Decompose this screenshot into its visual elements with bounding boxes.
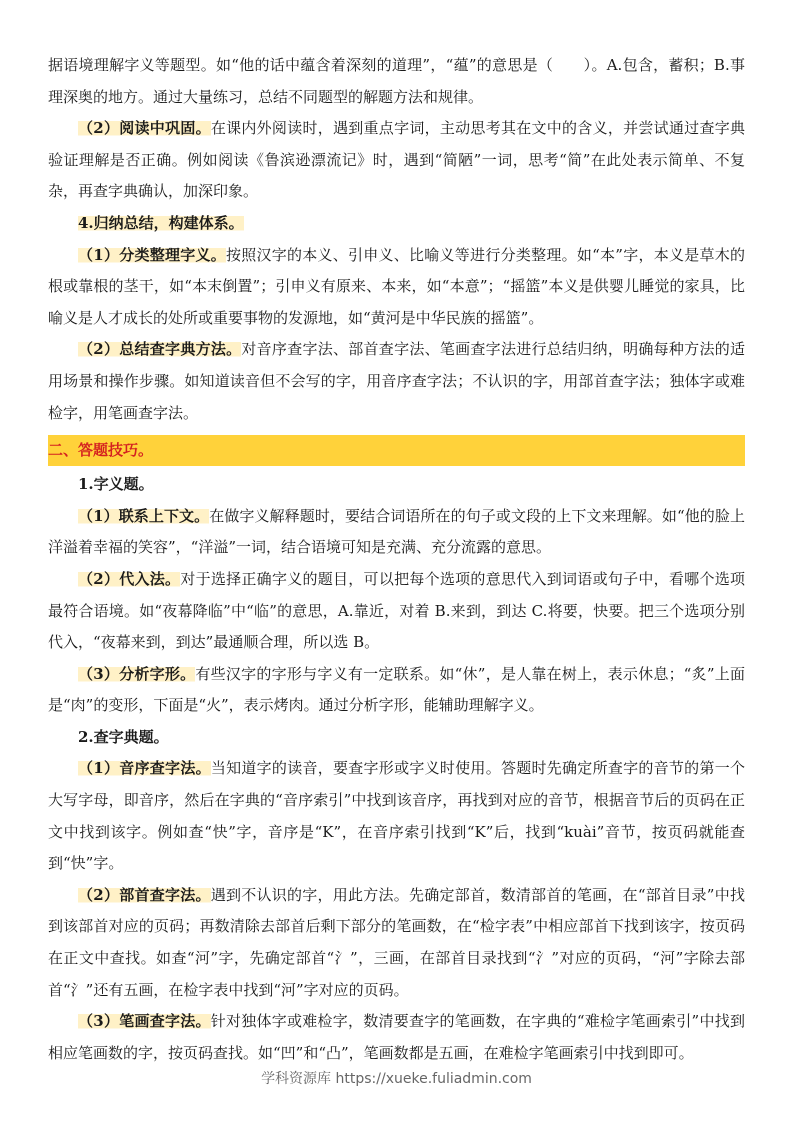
paragraph (48, 113, 745, 208)
heading-2: 2.查字典题。 (78, 727, 169, 746)
heading-text: 4.归纳总结，构建体系。 (78, 213, 244, 232)
page-footer: 学科资源库 https://xueke.fuliadmin.com (261, 1071, 532, 1087)
subheading-label: （1）音序查字法。 (78, 759, 211, 778)
subheading-label: （2）代入法。 (78, 569, 181, 588)
paragraph (48, 659, 745, 722)
paragraph-text: 对音序查字法、部首查字法、笔画查字法进行总结归纳，明确每种方法的适用场景和操作步骤。如知道读音但不会写的字，用音序查字法；不认识的字，用部首查字法；独体字或难检字，用笔画查字法。 (48, 340, 745, 422)
paragraph (48, 564, 745, 659)
paragraph-text: 在课内外阅读时，遇到重点字词，主动思考其在文中的含义，并尝试通过查字典验证理解是否正确。例如阅读《鲁滨逊漂流记》时，遇到“简陋”一词，思考“简”在此处表示简单、不复杂，再查字典确认，加深印象。 (48, 119, 745, 201)
paragraph-text: 遇到不认识的字，用此方法。先确定部首，数清部首的笔画，在“部首目录”中找到该部首对应的页码；再数清除去部首后剩下部分的笔画数，在“检字表”中相应部首下找到该字，按页码在正文中查找。如查“河”字，先确定部首“氵”，三画，在部首目录找到“氵”对应的页码，“河”字除去部首“氵”还有五画，在检字表中找到“河”字对应的页码。 (48, 885, 745, 999)
paragraph-text: 有些汉字的字形与字义有一定联系。如“休”，是人靠在树上，表示休息；“炙”上面是“肉”的变形，下面是“火”，表示烤肉。通过分析字形，能辅助理解字义。 (48, 664, 745, 715)
subheading-label: （1）分类整理字义。 (78, 245, 226, 264)
subheading-label: （1）联系上下文。 (78, 506, 210, 525)
heading-1: 1.字义题。 (78, 475, 154, 494)
subheading-label: （2）部首查字法。 (78, 885, 211, 904)
document-body (48, 50, 745, 1069)
paragraph-text: 按照汉字的本义、引申义、比喻义等进行分类整理。如“本”字，本义是草木的根或靠根的茎干，如“本末倒置”；引申义有原来、本来，如“本意”；“摇篮”本义是供婴儿睡觉的家具，比喻义是人才成长的处所或重要事物的发源地，如“黄河是中华民族的摇篮”。 (48, 245, 745, 327)
paragraph (48, 880, 745, 1006)
paragraph-text: 针对独体字或难检字，数清要查字的笔画数，在字典的“难检字笔画索引”中找到相应笔画数的字，按页码查找。如“凹”和“凸”，笔画数都是五画，在难检字笔画索引中找到即可。 (48, 1012, 745, 1062)
section-heading: 二、答题技巧。 (48, 435, 745, 466)
paragraph (48, 753, 745, 879)
subheading-label: （3）笔画查字法。 (78, 1012, 211, 1031)
paragraph (48, 240, 745, 335)
paragraph (48, 501, 745, 564)
paragraph-text: 当知道字的读音，要查字形或字义时使用。答题时先确定所查字的音节的第一个大写字母，即音序，然后在字典的“音序索引”中找到该音序，再找到对应的音节，根据音节后的页码在正文中找到该字。例如查“快”字，音序是“K”，在音序索引找到“K”后，找到“kuài”音节，按页码就能查到“快”字。 (48, 759, 745, 873)
paragraph-text: 对于选择正确字义的题目，可以把每个选项的意思代入到词语或句子中，看哪个选项最符合语境。如“夜幕降临”中“临”的意思，A.靠近，对着 B.来到，到达 C.将要，快要。把三个选项分别代入，“夜幕来到，到达”最通顺合理，所以选 B。 (48, 569, 745, 652)
paragraph (48, 1006, 745, 1069)
paragraph-text: 在做字义解释题时，要结合词语所在的句子或文段的上下文来理解。如“他的脸上洋溢着幸福的笑容”，“洋溢”一词，结合语境可知是充满、充分流露的意思。 (48, 506, 745, 557)
subheading-label: （2）阅读中巩固。 (78, 119, 211, 138)
paragraph: 据语境理解字义等题型。如“他的话中蕴含着深刻的道理”，“蕴”的意思是（ ）。A.包含，蓄积；B.事理深奥的地方。通过大量练习，总结不同题型的解题方法和规律。 (48, 56, 745, 106)
paragraph (48, 334, 745, 429)
subheading-label: （2）总结查字典方法。 (78, 340, 242, 359)
subheading-label: （3）分析字形。 (78, 664, 196, 683)
heading-4 (48, 208, 745, 240)
